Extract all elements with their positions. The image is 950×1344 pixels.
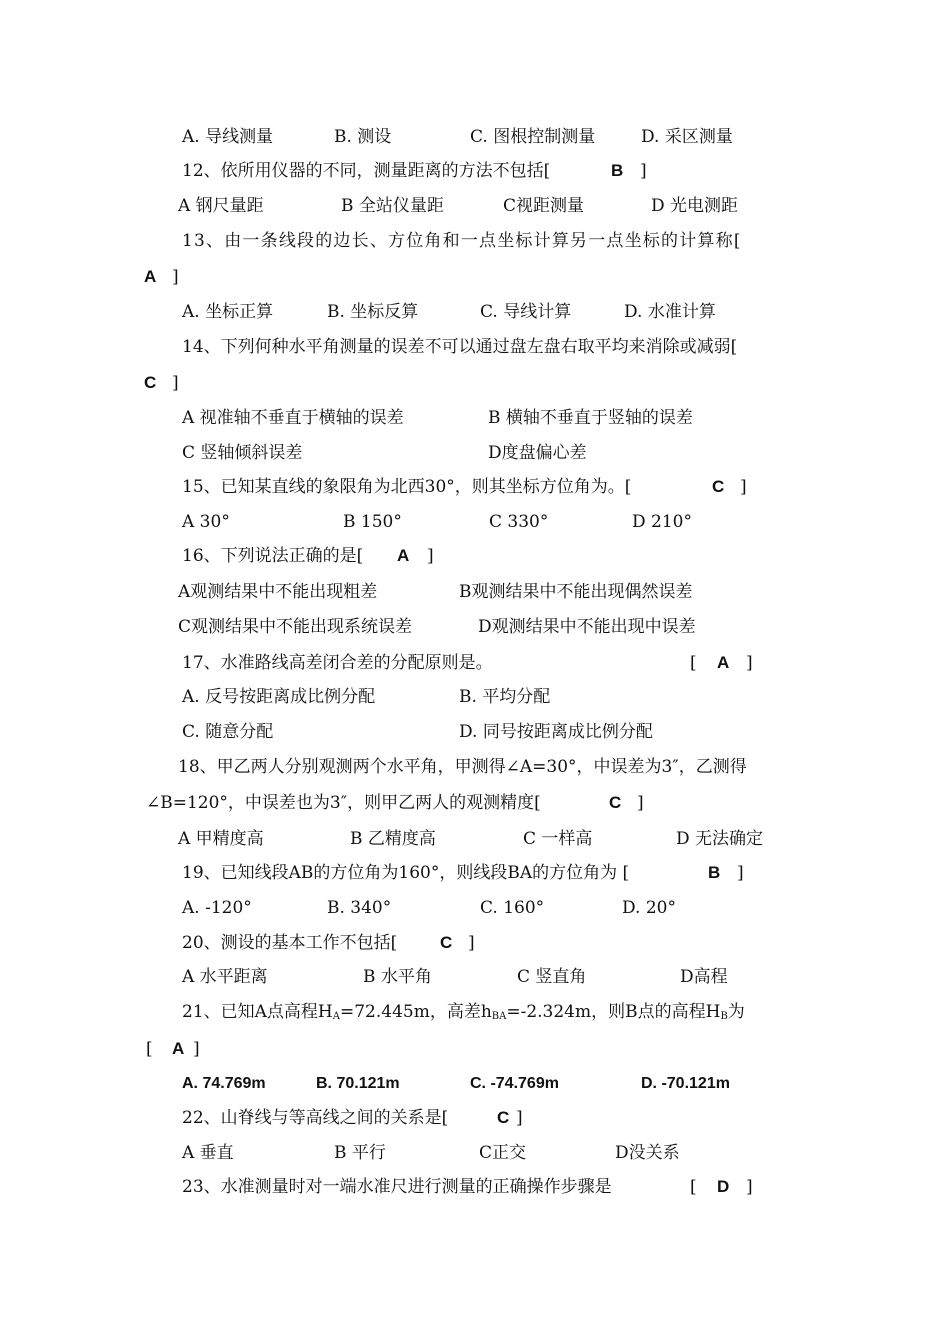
answer-13: A [144, 267, 157, 286]
option-c: C 竖直角 [517, 967, 587, 987]
answer-19: B [708, 863, 721, 882]
option-d: D. 采区测量 [641, 127, 733, 147]
question-17: 17、水准路线高差闭合差的分配原则是。 [182, 653, 493, 673]
option-a: A 钢尺量距 [178, 196, 264, 216]
bracket-open: [ [690, 653, 697, 673]
option-b: B. 70.121m [316, 1075, 400, 1092]
question-12: 12、依所用仪器的不同，测量距离的方法不包括[ [182, 161, 551, 181]
option-d: D观测结果中不能出现中误差 [478, 617, 696, 637]
option-c: C正交 [479, 1143, 527, 1163]
option-c: C 竖轴倾斜误差 [182, 443, 303, 463]
option-d: D. 同号按距离成比例分配 [459, 722, 653, 742]
answer-21: A [172, 1039, 185, 1058]
option-b: B 150° [343, 512, 402, 532]
question-14: 14、下列何种水平角测量的误差不可以通过盘左盘右取平均来消除或减弱[ [182, 337, 738, 357]
option-d: D 无法确定 [676, 829, 764, 849]
option-a: A. 坐标正算 [182, 302, 274, 322]
question-20: 20、测设的基本工作不包括[ [182, 933, 398, 953]
option-a: A 水平距离 [182, 967, 268, 987]
option-d: D. 水准计算 [624, 302, 716, 322]
bracket-close: ] [193, 1039, 200, 1059]
bracket-open: [ [690, 1177, 697, 1197]
option-b: B. 340° [327, 898, 392, 918]
option-a: A 30° [182, 512, 230, 532]
answer-17: A [717, 653, 730, 672]
option-a: A. 反号按距离成比例分配 [182, 687, 376, 707]
answer-22: C [497, 1108, 510, 1127]
option-b: B 横轴不垂直于竖轴的误差 [488, 408, 693, 428]
answer-15: C [712, 477, 725, 496]
option-d: D度盘偏心差 [488, 443, 587, 463]
question-19: 19、已知线段AB的方位角为160°，则线段BA的方位角为 [ [182, 863, 630, 883]
question-18-cont: ∠B=120°，中误差也为3″，则甲乙两人的观测精度[ [146, 793, 541, 813]
bracket-close: ] [640, 161, 647, 181]
bracket-close: ] [746, 653, 753, 673]
option-b: B观测结果中不能出现偶然误差 [459, 582, 693, 602]
option-c: C视距测量 [503, 196, 585, 216]
option-d: D 210° [632, 512, 692, 532]
bracket-close: ] [172, 267, 179, 287]
option-a: A. 74.769m [182, 1075, 266, 1092]
option-b: B. 测设 [334, 127, 392, 147]
q21-sub: B [720, 1011, 728, 1022]
option-d: D没关系 [615, 1143, 680, 1163]
option-c: C. 160° [480, 898, 545, 918]
question-23: 23、水准测量时对一端水准尺进行测量的正确操作步骤是 [182, 1177, 612, 1197]
question-21 [182, 1002, 745, 1027]
q21-sub: A [332, 1011, 340, 1022]
bracket-close: ] [427, 546, 434, 566]
q21-part: =72.445m，高差h [339, 1002, 492, 1022]
option-d: D. -70.121m [641, 1075, 730, 1092]
option-c: C 一样高 [523, 829, 593, 849]
bracket-close: ] [637, 793, 644, 813]
q21-part: 21、已知A点高程H [182, 1002, 333, 1022]
option-a: A 垂直 [182, 1143, 234, 1163]
option-a: A. -120° [182, 898, 252, 918]
option-a: A 视准轴不垂直于横轴的误差 [182, 408, 404, 428]
option-a: A 甲精度高 [178, 829, 264, 849]
option-c: C. -74.769m [470, 1075, 559, 1092]
option-b: B 水平角 [363, 967, 432, 987]
bracket-close: ] [468, 933, 475, 953]
option-a: A. 导线测量 [182, 127, 274, 147]
answer-23: D [717, 1177, 730, 1196]
option-c: C. 导线计算 [480, 302, 572, 322]
answer-20: C [440, 933, 453, 952]
q21-part: =-2.324m，则B点的高程H [506, 1002, 721, 1022]
bracket-close: ] [516, 1108, 523, 1128]
option-b: B. 平均分配 [459, 687, 551, 707]
option-d: D 光电测距 [651, 196, 739, 216]
option-a: A观测结果中不能出现粗差 [178, 582, 378, 602]
bracket-close: ] [172, 373, 179, 393]
q21-sub: BA [491, 1011, 507, 1022]
answer-16: A [397, 546, 410, 565]
bracket-close: ] [746, 1177, 753, 1197]
question-13: 13、由一条线段的边长、方位角和一点坐标计算另一点坐标的计算称[ [182, 231, 742, 251]
answer-12: B [611, 161, 624, 180]
q21-part: 为 [727, 1002, 745, 1022]
option-c: C观测结果中不能出现系统误差 [178, 617, 413, 637]
answer-18: C [609, 793, 622, 812]
option-c: C 330° [489, 512, 549, 532]
option-b: B 乙精度高 [350, 829, 436, 849]
answer-14: C [144, 373, 157, 392]
question-16: 16、下列说法正确的是[ [182, 546, 364, 566]
question-15: 15、已知某直线的象限角为北西30°，则其坐标方位角为。[ [182, 477, 632, 497]
question-22: 22、山脊线与等高线之间的关系是[ [182, 1108, 449, 1128]
option-b: B 全站仪量距 [341, 196, 444, 216]
question-18: 18、甲乙两人分别观测两个水平角，甲测得∠A=30°，中误差为3″，乙测得 [178, 757, 747, 777]
option-c: C. 图根控制测量 [470, 127, 596, 147]
bracket-close: ] [737, 863, 744, 883]
option-b: B 平行 [334, 1143, 386, 1163]
option-d: D. 20° [622, 898, 676, 918]
option-c: C. 随意分配 [182, 722, 274, 742]
option-d: D高程 [680, 967, 728, 987]
bracket-close: ] [740, 477, 747, 497]
option-b: B. 坐标反算 [327, 302, 419, 322]
bracket-open: [ [146, 1039, 153, 1059]
